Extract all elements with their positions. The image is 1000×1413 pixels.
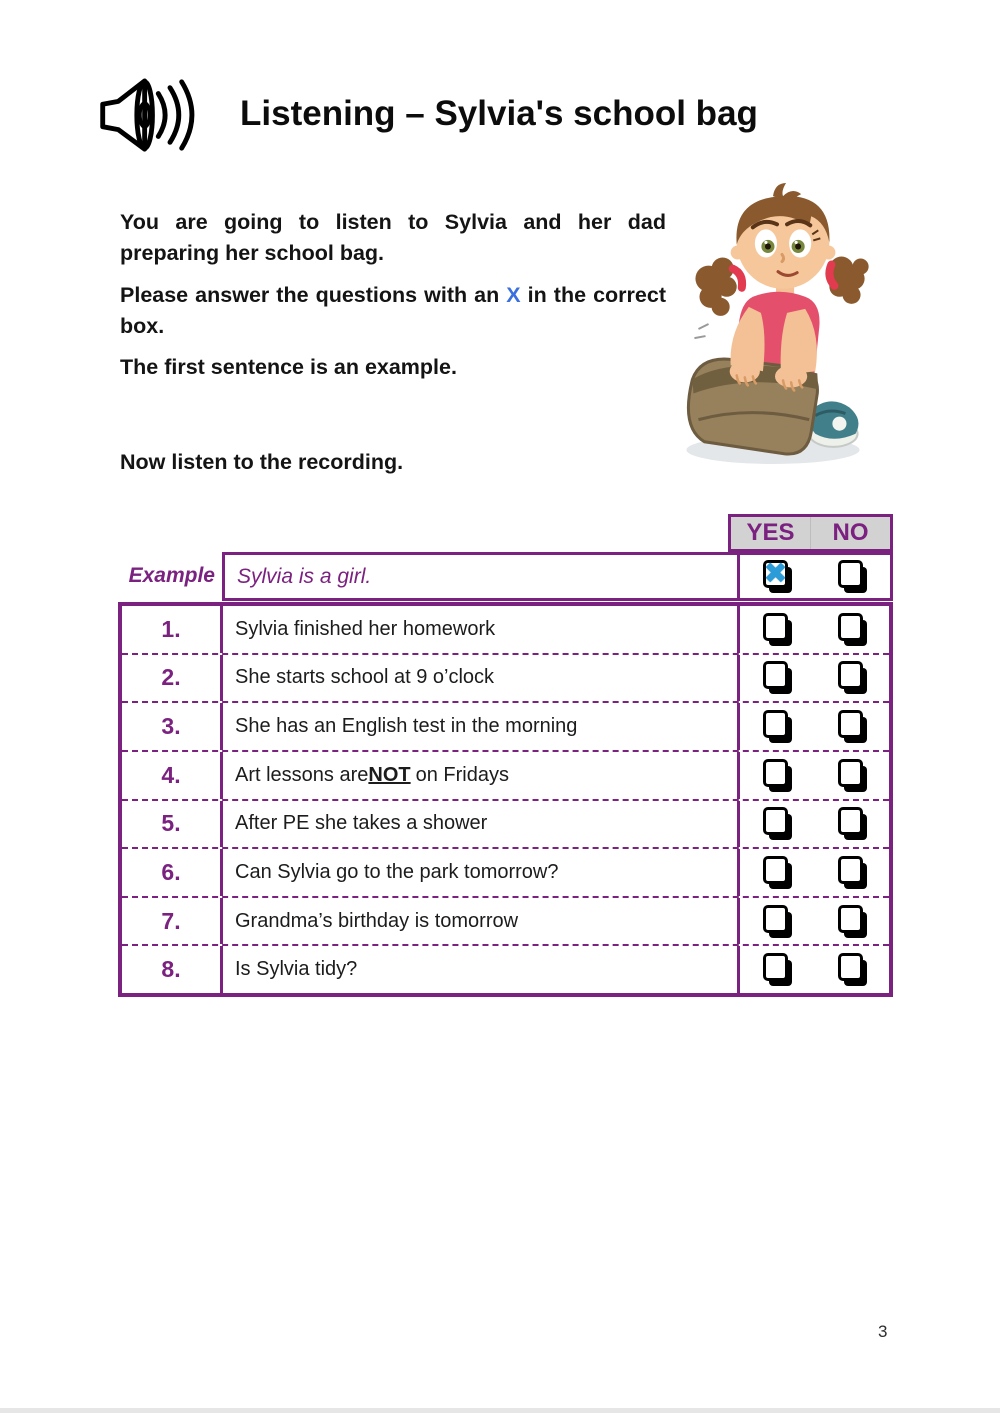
- row-number: 5.: [122, 801, 223, 848]
- yes-column-header: YES: [731, 517, 811, 549]
- yes-cell: [740, 655, 816, 702]
- example-no-checkbox[interactable]: [838, 560, 863, 588]
- yes-checkbox-row-7[interactable]: [763, 905, 788, 933]
- page-title: Listening – Sylvia's school bag: [240, 94, 758, 133]
- row-number: 7.: [122, 898, 223, 945]
- table-row: [122, 799, 889, 848]
- statement-text: After PE she takes a shower: [235, 812, 488, 835]
- page-number: 3: [878, 1322, 888, 1341]
- no-checkbox-row-6[interactable]: [838, 856, 863, 884]
- no-checkbox-row-4[interactable]: [838, 759, 863, 787]
- no-checkbox-row-5[interactable]: [838, 807, 863, 835]
- table-row: [122, 653, 889, 702]
- table-row: [122, 944, 889, 993]
- no-checkbox-row-3[interactable]: [838, 710, 863, 738]
- statement-text: Grandma’s birthday is tomorrow: [235, 909, 519, 932]
- row-number: 1.: [122, 606, 223, 653]
- row-statement: [223, 752, 740, 799]
- yes-checkbox-row-3[interactable]: [763, 710, 788, 738]
- no-checkbox-row-7[interactable]: [838, 905, 863, 933]
- yes-checkbox-row-2[interactable]: [763, 661, 788, 689]
- no-cell: [816, 801, 889, 848]
- statement-text: She has an English test in the morning: [235, 715, 578, 738]
- yes-checkbox-row-5[interactable]: [763, 807, 788, 835]
- girl-packing-bag-illustration: [680, 180, 872, 472]
- yes-cell: [740, 801, 816, 848]
- intro-paragraph-3: The first sentence is an example.: [120, 355, 457, 379]
- statement-emphasis: NOT: [368, 763, 411, 786]
- intro-paragraph-2: [120, 280, 666, 342]
- bottom-edge-strip: [0, 1408, 1000, 1413]
- statement-text: Is Sylvia tidy?: [235, 958, 358, 981]
- row-statement: [223, 946, 740, 993]
- row-number: 6.: [122, 849, 223, 896]
- listen-instruction: Now listen to the recording.: [120, 450, 404, 474]
- no-checkbox-row-8[interactable]: [838, 953, 863, 981]
- table-row: [122, 896, 889, 945]
- yes-no-header: [728, 514, 893, 552]
- questions-table: [118, 602, 893, 997]
- row-statement: [223, 703, 740, 750]
- no-cell: [816, 606, 889, 653]
- statement-text: Can Sylvia go to the park tomorrow?: [235, 860, 559, 883]
- row-statement: [223, 655, 740, 702]
- row-statement: [223, 801, 740, 848]
- table-row: [122, 701, 889, 750]
- example-label: Example: [128, 564, 215, 587]
- no-cell: [816, 752, 889, 799]
- yes-cell: [740, 606, 816, 653]
- no-checkbox-row-1[interactable]: [838, 613, 863, 641]
- check-x-mark: ✖: [763, 558, 788, 590]
- example-yes-checkbox[interactable]: [763, 560, 788, 588]
- speaker-icon: [98, 76, 202, 154]
- no-cell: [816, 898, 889, 945]
- yes-cell: [740, 703, 816, 750]
- yes-cell: [740, 898, 816, 945]
- yes-checkbox-row-1[interactable]: [763, 613, 788, 641]
- intro-blue-x: X: [506, 283, 521, 307]
- no-cell: [816, 849, 889, 896]
- intro-p2-after: in the correct box.: [120, 283, 666, 338]
- no-cell: [816, 703, 889, 750]
- example-no-cell: [816, 555, 890, 598]
- row-number: 3.: [122, 703, 223, 750]
- yes-cell: [740, 752, 816, 799]
- row-number: 8.: [122, 946, 223, 993]
- row-statement: [223, 898, 740, 945]
- yes-cell: [740, 849, 816, 896]
- statement-text: She starts school at 9 o’clock: [235, 666, 495, 689]
- no-checkbox-row-2[interactable]: [838, 661, 863, 689]
- row-statement: [223, 606, 740, 653]
- yes-cell: [740, 946, 816, 993]
- no-cell: [816, 655, 889, 702]
- no-cell: [816, 946, 889, 993]
- table-row: [122, 750, 889, 799]
- statement-text: on Fridays: [415, 763, 509, 786]
- table-row: [122, 847, 889, 896]
- intro-paragraph-1: You are going to listen to Sylvia and her dad preparing her school bag.: [120, 210, 666, 265]
- statement-text: Sylvia finished her homework: [235, 617, 496, 640]
- yes-checkbox-row-8[interactable]: [763, 953, 788, 981]
- row-number: 2.: [122, 655, 223, 702]
- example-yes-cell: [740, 555, 816, 598]
- yes-checkbox-row-6[interactable]: [763, 856, 788, 884]
- table-row: [122, 606, 889, 653]
- example-statement: Sylvia is a girl.: [225, 555, 740, 598]
- example-row: [222, 552, 893, 601]
- yes-checkbox-row-4[interactable]: [763, 759, 788, 787]
- statement-text: Art lessons are: [235, 763, 369, 786]
- row-statement: [223, 849, 740, 896]
- row-number: 4.: [122, 752, 223, 799]
- intro-p2-before: Please answer the questions with an: [120, 283, 507, 307]
- no-column-header: NO: [832, 519, 869, 546]
